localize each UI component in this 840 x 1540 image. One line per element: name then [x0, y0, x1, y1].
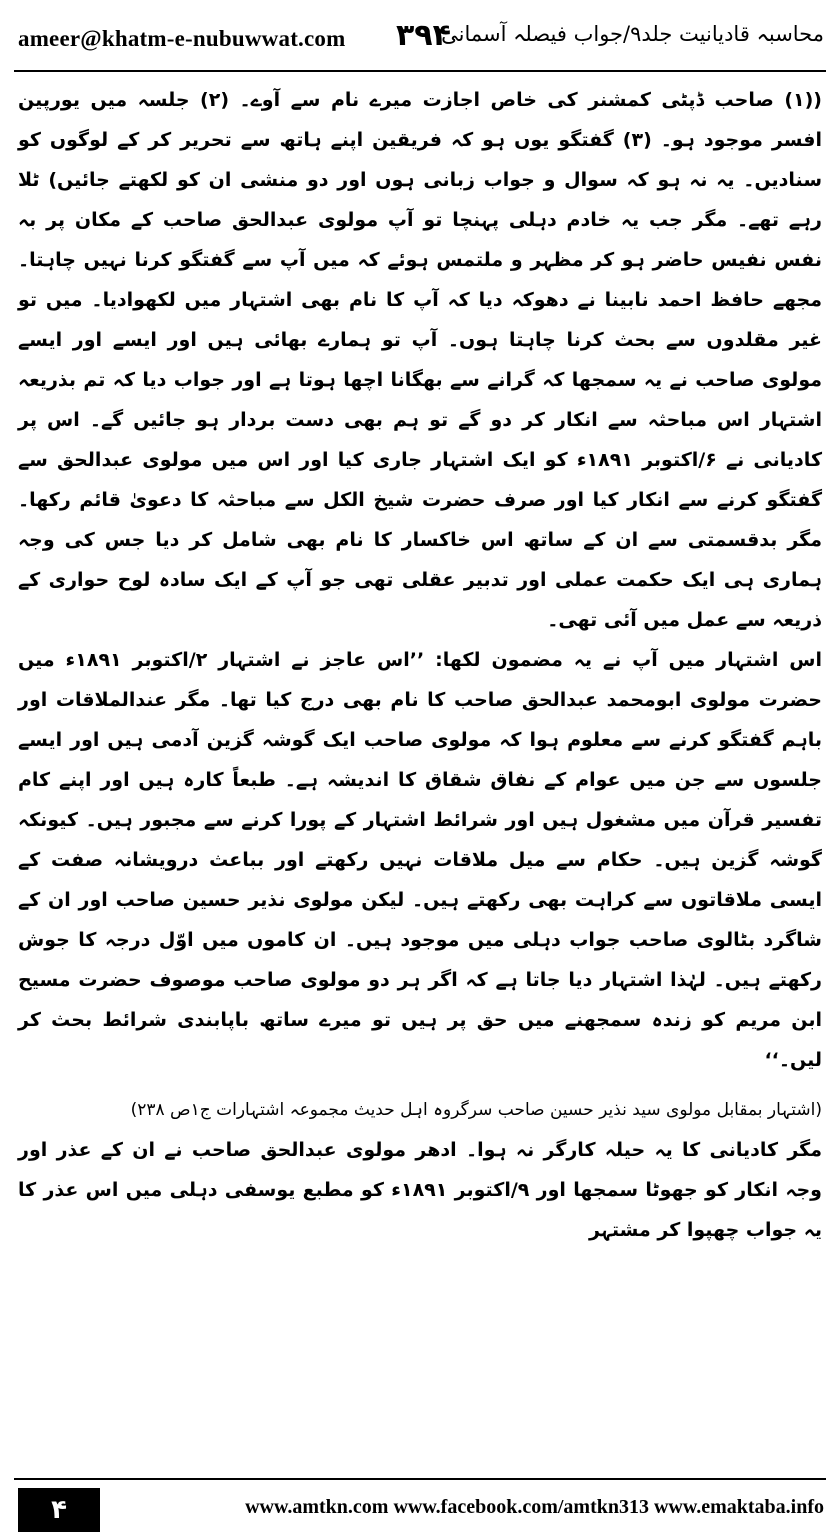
page-body — [18, 80, 822, 1250]
reference-citation: (اشتہار بمقابل مولوی سید نذیر حسین صاحب سرگروہ اہل حدیث مجموعہ اشتہارات ج۱ص ۲۳۸) — [130, 1100, 822, 1120]
footer-website-links[interactable]: www.amtkn.com www.facebook.com/amtkn313 www.emaktaba.info — [245, 1496, 824, 1518]
page-footer — [14, 1488, 826, 1532]
header-email[interactable]: ameer@khatm-e-nubuwwat.com — [18, 26, 346, 51]
body-paragraph-2: اس اشتہار میں آپ نے یہ مضمون لکھا: ’’اس عاجز نے اشتہار ۲/اکتوبر ۱۸۹۱ء میں حضرت مولوی ابومحمد عبدالحق صاحب کا نام بھی درج کیا تھا۔ مگر عندالملاقات اور باہم گفتگو کرنے سے معلوم ہوا کہ مولوی صاحب ایک گوشہ گزین آدمی ہیں اور ایسے جلسوں سے جن میں عوام کے نفاق شقاق کا اندیشہ ہے۔ طبعاً کارہ ہیں اور اپنے کام تفسیر قرآن میں مشغول ہیں اور شرائط اشتہار کے پورا کرنے سے مجبور ہیں۔ کیونکہ گوشہ گزین ہیں۔ حکام سے میل ملاقات نہیں رکھتے اور بباعث درویشانہ صفت کے ایسی ملاقاتوں سے کراہت بھی رکھتے ہیں۔ لیکن مولوی نذیر حسین صاحب اور ان کے شاگرد بٹالوی صاحب جواب دہلی میں موجود ہیں۔ ان کاموں میں اوّل درجہ کا جوش رکھتے ہیں۔ لہٰذا اشتہار دیا جاتا ہے کہ اگر ہر دو مولوی صاحب موصوف حضرت مسیح ابن مریم کو زندہ سمجھنے میں حق پر ہیں تو میرے ساتھ باپابندی شرائط بحث کر لیں۔‘‘ — [18, 649, 822, 1071]
header-page-number: ۳۹۴ — [396, 18, 451, 53]
page-header — [14, 14, 826, 66]
body-paragraph-3: مگر کادیانی کا یہ حیلہ کارگر نہ ہوا۔ ادھر مولوی عبدالحق صاحب نے ان کے عذر اور وجہ انکار کو جھوٹا سمجھا اور ۹/اکتوبر ۱۸۹۱ء کو مطبع یوسفی دہلی میں اس عذر کا یہ جواب چھپوا کر مشتہر — [18, 1139, 822, 1241]
footer-page-marker: ۴ — [18, 1488, 100, 1532]
header-book-title: محاسبہ قادیانیت جلد۹/جواب فیصلہ آسمانی — [441, 22, 824, 46]
footer-divider — [14, 1478, 826, 1480]
header-divider — [14, 70, 826, 72]
body-paragraph-1: ((۱) صاحب ڈپٹی کمشنر کی خاص اجازت میرے نام سے آوے۔ (۲) جلسہ میں یورپین افسر موجود ہو۔ (۳) گفتگو یوں ہو کہ فریقین اپنے ہاتھ سے تحریر کر کے لوگوں کو سنادیں۔ یہ نہ ہو کہ سوال و جواب زبانی ہوں اور دو منشی ان کو لکھتے جائیں) ٹلا رہے تھے۔ مگر جب یہ خادم دہلی پہنچا تو آپ مولوی عبدالحق صاحب کے مکان پر بہ نفس نفیس حاضر ہو کر مظہر و ملتمس ہوئے کہ میں آپ سے گفتگو کرنا نہیں چاہتا۔ مجھے حافظ احمد نابینا نے دھوکہ دیا کہ آپ کا نام بھی اشتہار میں لکھوادیا۔ میں تو غیر مقلدوں سے بحث کرنا چاہتا ہوں۔ آپ تو ہمارے بھائی ہیں اور ایسے اور ایسے مولوی صاحب نے یہ سمجھا کہ گرانے سے بھگانا اچھا ہوتا ہے اور جواب دیا کہ تم بذریعہ اشتہار اس مباحثہ سے انکار کر دو گے تو ہم بھی دست بردار ہو جائیں گے۔ اس پر کادیانی نے ۶/اکتوبر ۱۸۹۱ء کو ایک اشتہار جاری کیا اور اس میں مولوی عبدالحق سے گفتگو کرنے سے انکار کیا اور صرف حضرت شیخ الکل سے مباحثہ کا دعویٰ قائم رکھا۔ مگر بدقسمتی سے ان کے ساتھ اس خاکسار کا نام بھی شامل کر دیا جس کی وجہ ہماری ہی ایک حکمت عملی اور تدبیر عقلی تھی جو آپ کے ایک سادہ لوح حواری کے ذریعہ سے عمل میں آئی تھی۔ — [18, 89, 822, 631]
